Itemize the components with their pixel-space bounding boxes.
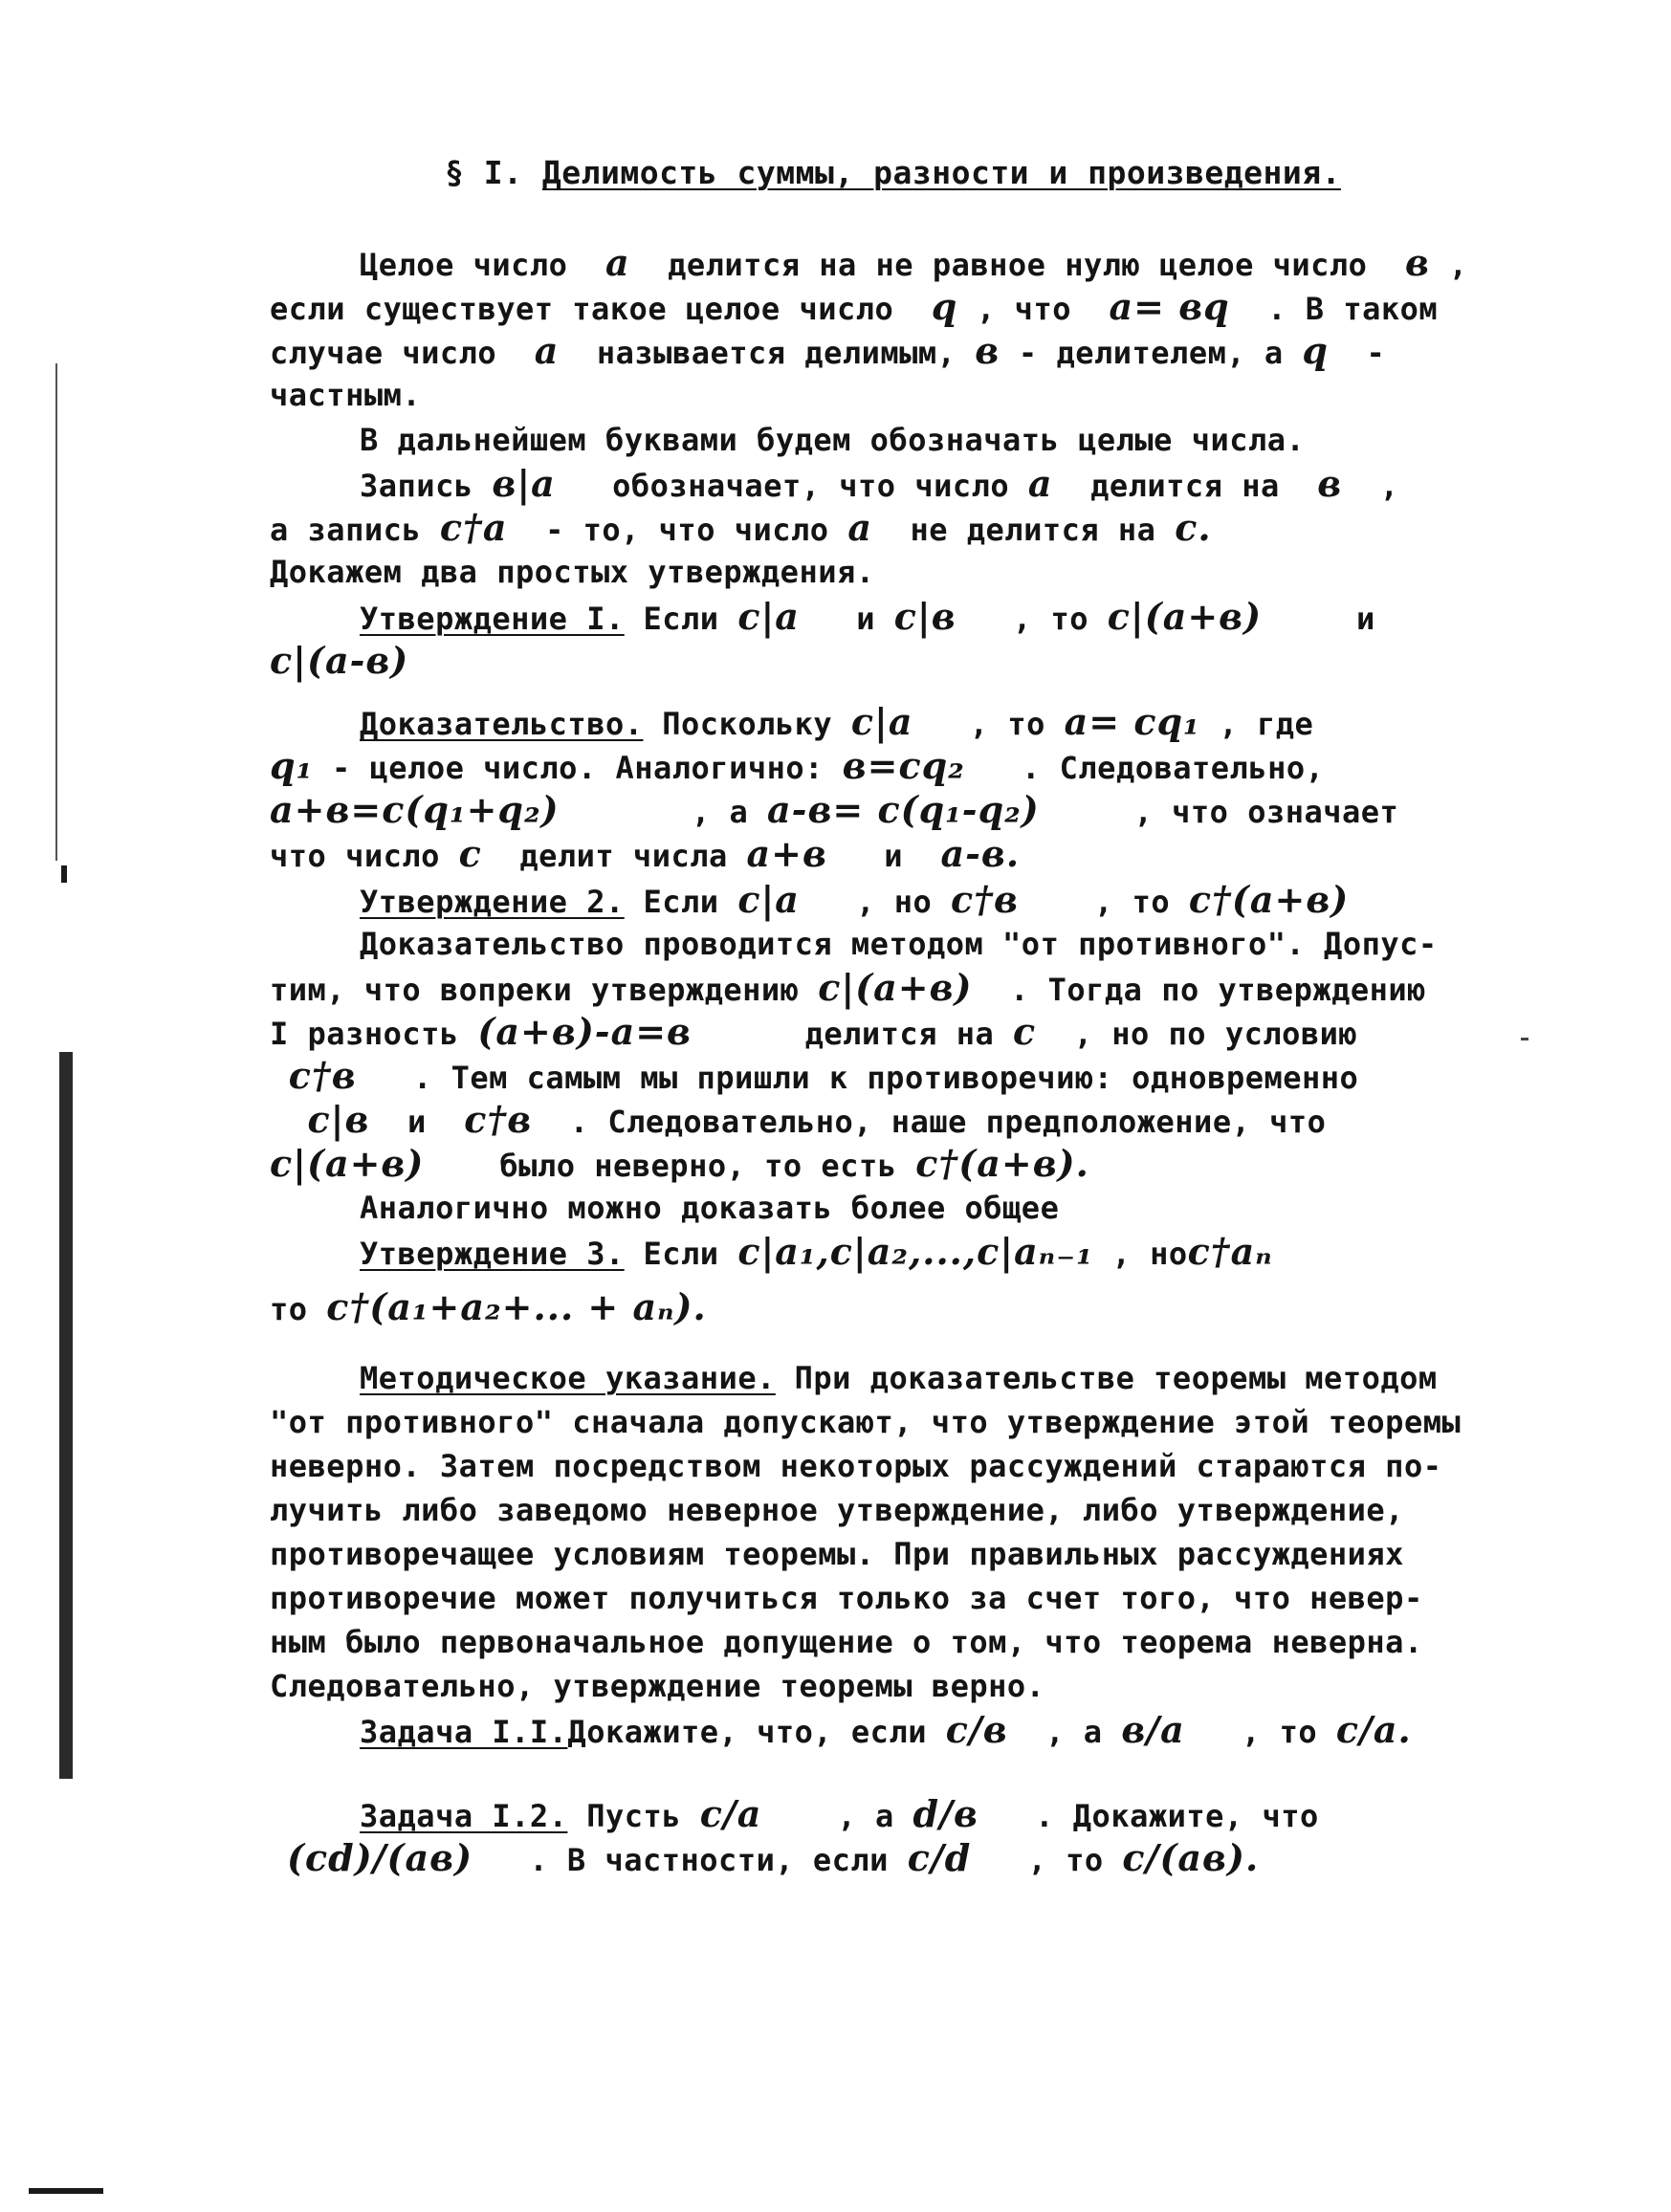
para1-line1: Целое число a делится на не равное нулю целое число в , — [360, 241, 1468, 284]
statement2-proof-line4: c†в . Тем самым мы пришли к противоречию: одновременно — [288, 1054, 1359, 1097]
task2-heading: Задача I.2. — [360, 1798, 568, 1834]
method-line5: противоречащее условиям теоремы. При правильных рассуждениях — [270, 1536, 1404, 1572]
method-line7: ным было первоначальное допущение о том, что теорема неверна. — [270, 1624, 1423, 1660]
proof1-line4: что число c делит числа a+в и a-в. — [270, 832, 1021, 875]
method-line8: Следовательно, утверждение теоремы верно. — [270, 1668, 1045, 1704]
section-symbol: § I. — [445, 154, 523, 191]
para1-line3: случае число a называется делимым, в - делителем, а q - — [270, 329, 1386, 372]
math-a-eq-bq: a= вq — [1109, 285, 1230, 328]
para1-line4: частным. — [270, 377, 422, 413]
statement2-proof-line2: тим, что вопреки утверждению c|(a+в) . Тогда по утверждению — [270, 966, 1426, 1009]
proof1-heading: Доказательство. — [360, 706, 644, 742]
proof1-line2: q₁ - целое число. Аналогично: в=cq₂ . Следовательно, — [270, 744, 1325, 787]
statement3-line1: Утверждение 3. Если c|a₁,c|a₂,...,c|aₙ₋₁ , ноc†aₙ — [360, 1230, 1273, 1273]
task1-line1: Задача I.I.Докажите, что, если c/в , а в/a , то c/a. — [360, 1708, 1412, 1751]
statement3-line2: то c†(a₁+a₂+... + aₙ). — [270, 1285, 707, 1328]
math-b: в — [1404, 241, 1430, 284]
statement2-heading: Утверждение 2. — [360, 884, 625, 920]
scan-dot — [1521, 1038, 1528, 1040]
method-line6: противоречие может получиться только за счет того, что невер- — [270, 1580, 1423, 1616]
section-title-text: Делимость суммы, разности и произведения. — [541, 154, 1341, 191]
task2-line2: (cd)/(aв) . В частности, если c/d , то c/(aв). — [287, 1836, 1260, 1879]
method-line3: неверно. Затем посредством некоторых рассуждений стараются по- — [270, 1448, 1442, 1484]
para2-line4: Докажем два простых утверждения. — [270, 554, 875, 590]
method-line2: "от противного" сначала допускают, что утверждение этой теоремы — [270, 1404, 1462, 1440]
scan-margin-line — [55, 363, 57, 861]
statement1-line2: c|(a-в) — [270, 639, 409, 682]
para2-line3: а запись c†a - то, что число a не делится на c. — [270, 506, 1212, 549]
statement2-proof-line5: c|в и c†в . Следовательно, наше предположение, что — [307, 1098, 1327, 1141]
math-a: a — [605, 241, 630, 284]
math-q: q — [931, 285, 958, 328]
scan-mark — [61, 865, 67, 883]
statement2-proof-line1: Доказательство проводится методом "от противного". Допус- — [360, 926, 1438, 962]
proof1-line1: Доказательство. Поскольку c|a , то a= cq₁ , где — [360, 700, 1314, 743]
para1-line2: если существует такое целое число q , что a= вq . В таком — [270, 285, 1439, 328]
statement1-heading: Утверждение I. — [360, 601, 625, 637]
task2-line1: Задача I.2. Пусть c/a , а d/в . Докажите, что — [360, 1792, 1319, 1835]
proof1-line3: a+в=c(q₁+q₂) , а a-в= c(q₁-q₂) , что означает — [270, 788, 1399, 831]
section-title — [445, 151, 1631, 195]
task1-heading: Задача I.I. — [360, 1714, 568, 1750]
method-line1: Методическое указание. При доказательстве теоремы методом — [360, 1360, 1438, 1396]
method-heading: Методическое указание. — [360, 1360, 776, 1396]
method-line4: лучить либо заведомо неверное утверждение, либо утверждение, — [270, 1492, 1404, 1528]
para2-line1: В дальнейшем буквами будем обозначать целые числа. — [360, 422, 1306, 458]
general-line: Аналогично можно доказать более общее — [360, 1190, 1060, 1226]
statement1-line1: Утверждение I. Если c|a и c|в , то c|(a+в) и — [360, 595, 1375, 638]
statement2-proof-line3: I разность (a+в)-a=в делится на c , но по условию — [270, 1010, 1358, 1053]
statement3-heading: Утверждение 3. — [360, 1236, 625, 1272]
statement2-line1: Утверждение 2. Если c|a , но c†в , то c†(a+в) — [360, 878, 1350, 921]
scan-bottom-mark — [29, 2188, 103, 2194]
scan-margin-bar — [59, 1052, 73, 1779]
para2-line2: Запись в|a обозначает, что число a делится на в , — [360, 462, 1399, 505]
statement2-proof-line6: c|(a+в) было неверно, то есть c†(a+в). — [270, 1142, 1089, 1185]
